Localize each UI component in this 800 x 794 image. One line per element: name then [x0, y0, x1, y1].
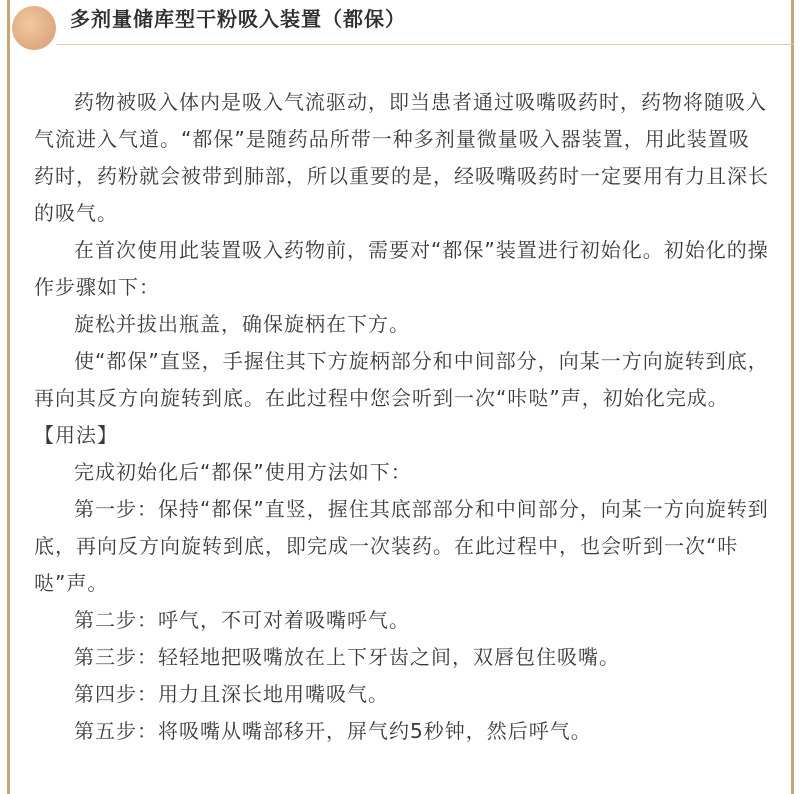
right-border	[791, 0, 794, 794]
usage-step-4: 第四步：用力且深长地用嘴吸气。	[74, 682, 389, 706]
paragraph-step-rotate: 使“都保”直竖，手握住其下方旋柄部分和中间部分，向某一方向旋转到底，再向其反方向旋转到底。在此过程中您会听到一次“咔哒”声，初始化完成。	[34, 349, 769, 410]
usage-step-3: 第三步：轻轻地把吸嘴放在上下牙齿之间，双唇包住吸嘴。	[74, 645, 620, 669]
left-border	[7, 0, 10, 794]
usage-intro: 完成初始化后“都保”使用方法如下：	[74, 460, 412, 484]
paragraph-intro: 药物被吸入体内是吸入气流驱动，即当患者通过吸嘴吸药时，药物将随吸入气流进入气道。“都保”是随药品所带一种多剂量微量吸入器装置，用此装置吸药时，药粉就会被带到肺部，所以重要的是，经吸嘴吸药时一定要用有力且深长的吸气。	[34, 90, 769, 225]
page-title: 多剂量储库型干粉吸入装置（都保）	[70, 7, 406, 31]
usage-step-2: 第二步：呼气，不可对着吸嘴呼气。	[74, 608, 410, 632]
header-decoration-circle	[12, 6, 56, 50]
header-divider	[56, 44, 794, 45]
article-body	[34, 84, 770, 750]
section-label-usage: 【用法】	[34, 423, 118, 447]
usage-step-1: 第一步：保持“都保”直竖，握住其底部部分和中间部分，向某一方向旋转到底，再向反方向旋转到底，即完成一次装药。在此过程中，也会听到一次“咔哒”声。	[34, 497, 769, 595]
paragraph-step-cap: 旋松并拔出瓶盖，确保旋柄在下方。	[74, 312, 410, 336]
paragraph-init: 在首次使用此装置吸入药物前，需要对“都保”装置进行初始化。初始化的操作步骤如下：	[34, 238, 769, 299]
usage-step-5: 第五步：将吸嘴从嘴部移开，屏气约5秒钟，然后呼气。	[74, 719, 592, 743]
